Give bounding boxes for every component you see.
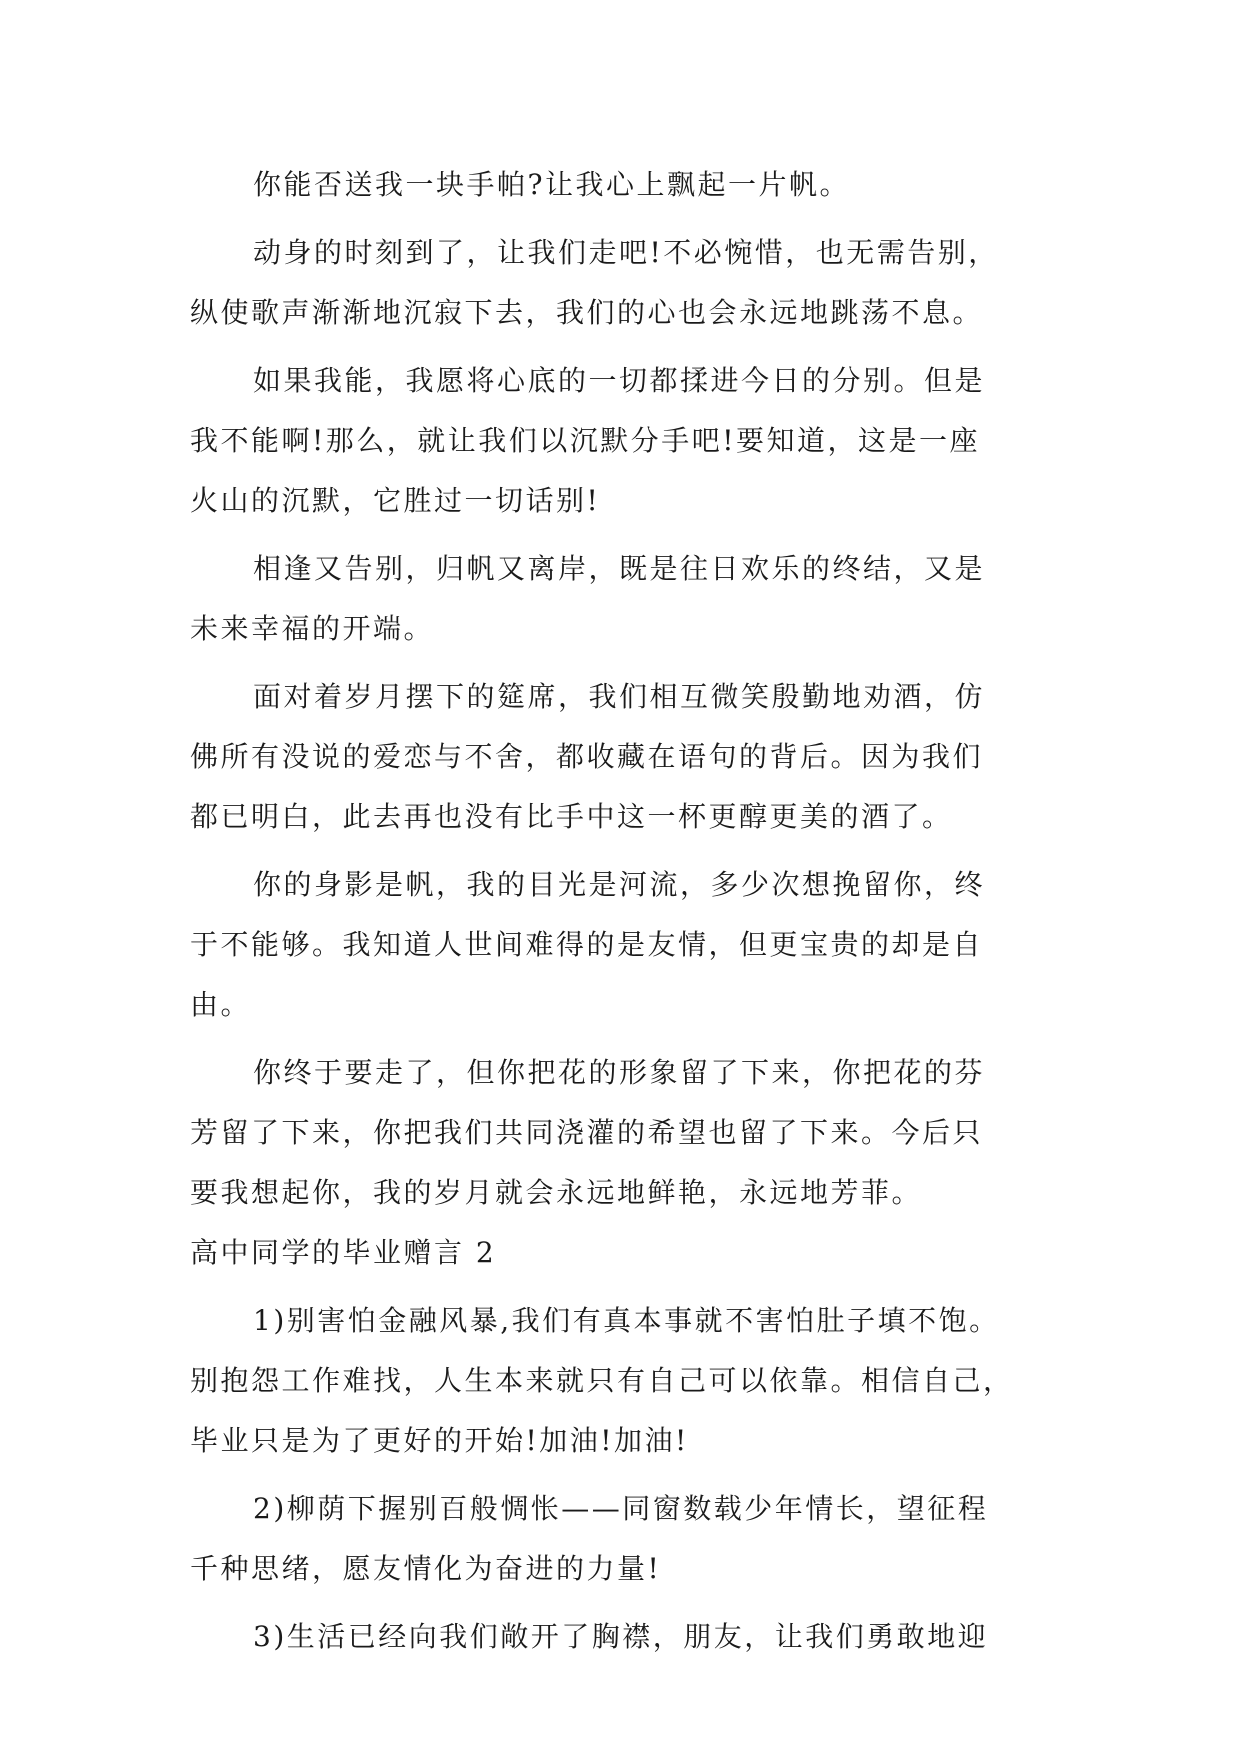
paragraph <box>190 667 1050 847</box>
list-item <box>190 1607 1050 1667</box>
text-line: 如果我能，我愿将心底的一切都揉进今日的分别。但是 <box>253 364 986 397</box>
text-line: 面对着岁月摆下的筵席，我们相互微笑殷勤地劝酒，仿 <box>253 680 986 713</box>
text-line: 动身的时刻到了，让我们走吧!不必惋惜，也无需告别， <box>253 236 999 269</box>
text-line: 要我想起你，我的岁月就会永远地鲜艳，永远地芳菲。 <box>190 1176 923 1209</box>
text-line: 由。 <box>190 988 252 1021</box>
text-line: 你的身影是帆，我的目光是河流，多少次想挽留你，终 <box>253 868 986 901</box>
paragraph <box>190 223 1050 343</box>
text-line: 别抱怨工作难找，人生本来就只有自己可以依靠。相信自己， <box>190 1364 1014 1397</box>
paragraph <box>190 351 1050 531</box>
text-line: 芳留了下来，你把我们共同浇灌的希望也留了下来。今后只 <box>190 1116 984 1149</box>
text-line: 于不能够。我知道人世间难得的是友情，但更宝贵的却是自 <box>190 928 984 961</box>
list-item <box>190 1479 1050 1599</box>
text-line: 毕业只是为了更好的开始!加油!加油! <box>190 1424 689 1457</box>
text-line: 纵使歌声渐渐地沉寂下去，我们的心也会永远地跳荡不息。 <box>190 296 984 329</box>
text-line: 我不能啊!那么，就让我们以沉默分手吧!要知道，这是一座 <box>190 424 981 457</box>
text-line: 千种思绪，愿友情化为奋进的力量! <box>190 1552 662 1585</box>
paragraph <box>190 1043 1050 1223</box>
text-line: 你能否送我一块手帕?让我心上飘起一片帆。 <box>253 168 851 201</box>
paragraph <box>190 855 1050 1035</box>
list-item <box>190 1291 1050 1471</box>
text-line: 都已明白，此去再也没有比手中这一杯更醇更美的酒了。 <box>190 800 953 833</box>
text-line: 2)柳荫下握别百般惆怅——同窗数载少年情长，望征程 <box>253 1492 989 1525</box>
text-line: 火山的沉默，它胜过一切话别! <box>190 484 601 517</box>
text-line: 你终于要走了，但你把花的形象留了下来，你把花的芬 <box>253 1056 986 1089</box>
text-line: 未来幸福的开端。 <box>190 612 435 645</box>
text-line: 佛所有没说的爱恋与不舍，都收藏在语句的背后。因为我们 <box>190 740 984 773</box>
document-body <box>190 155 1050 1667</box>
paragraph <box>190 155 1050 215</box>
paragraph <box>190 539 1050 659</box>
text-line: 相逢又告别，归帆又离岸，既是往日欢乐的终结，又是 <box>253 552 986 585</box>
text-line: 3)生活已经向我们敞开了胸襟，朋友，让我们勇敢地迎 <box>253 1620 989 1653</box>
section-heading: 高中同学的毕业赠言 2 <box>190 1236 497 1269</box>
text-line: 1)别害怕金融风暴,我们有真本事就不害怕肚子填不饱。 <box>253 1304 1000 1337</box>
